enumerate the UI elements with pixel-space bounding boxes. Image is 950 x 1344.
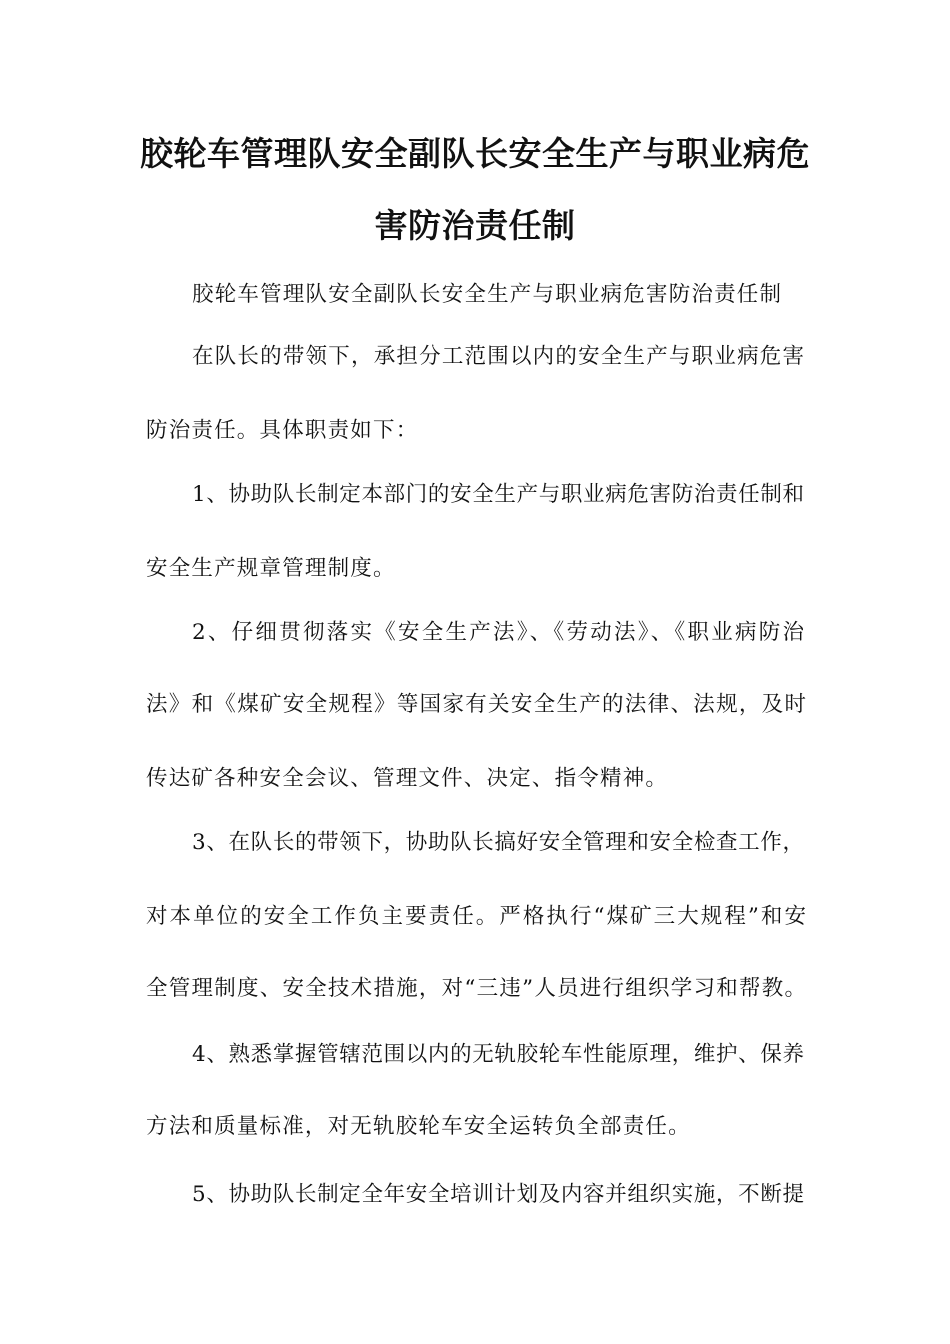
paragraph-1-line-1: 1、协助队长制定本部门的安全生产与职业病危害防治责任制和 [192, 482, 804, 507]
paragraph-3-line-3: 全管理制度、安全技术措施，对“三违”人员进行组织学习和帮教。 [146, 976, 806, 1001]
document-title-line-2: 害防治责任制 [374, 206, 576, 245]
paragraph-intro-line-1: 在队长的带领下，承担分工范围以内的安全生产与职业病危害 [192, 344, 804, 369]
paragraph-intro-line-2: 防治责任。具体职责如下： [146, 418, 419, 443]
document-subtitle: 胶轮车管理队安全副队长安全生产与职业病危害防治责任制 [192, 282, 783, 307]
paragraph-2-line-3: 传达矿各种安全会议、管理文件、决定、指令精神。 [146, 766, 669, 791]
paragraph-5-line-1: 5、协助队长制定全年安全培训计划及内容并组织实施，不断提 [192, 1182, 804, 1207]
paragraph-3-line-2: 对本单位的安全工作负主要责任。严格执行“煤矿三大规程”和安 [146, 904, 806, 929]
paragraph-4-line-1: 4、熟悉掌握管辖范围以内的无轨胶轮车性能原理，维护、保养 [192, 1042, 804, 1067]
paragraph-4-line-2: 方法和质量标准，对无轨胶轮车安全运转负全部责任。 [146, 1114, 691, 1139]
paragraph-3-line-1: 3、在队长的带领下，协助队长搞好安全管理和安全检查工作， [192, 830, 804, 855]
document-title-line-1: 胶轮车管理队安全副队长安全生产与职业病危 [140, 134, 810, 173]
paragraph-2-line-2: 法》和《煤矿安全规程》等国家有关安全生产的法律、法规，及时 [146, 692, 806, 717]
paragraph-1-line-2: 安全生产规章管理制度。 [146, 556, 396, 581]
paragraph-2-line-1: 2、仔细贯彻落实《安全生产法》、《劳动法》、《职业病防治 [192, 620, 804, 645]
